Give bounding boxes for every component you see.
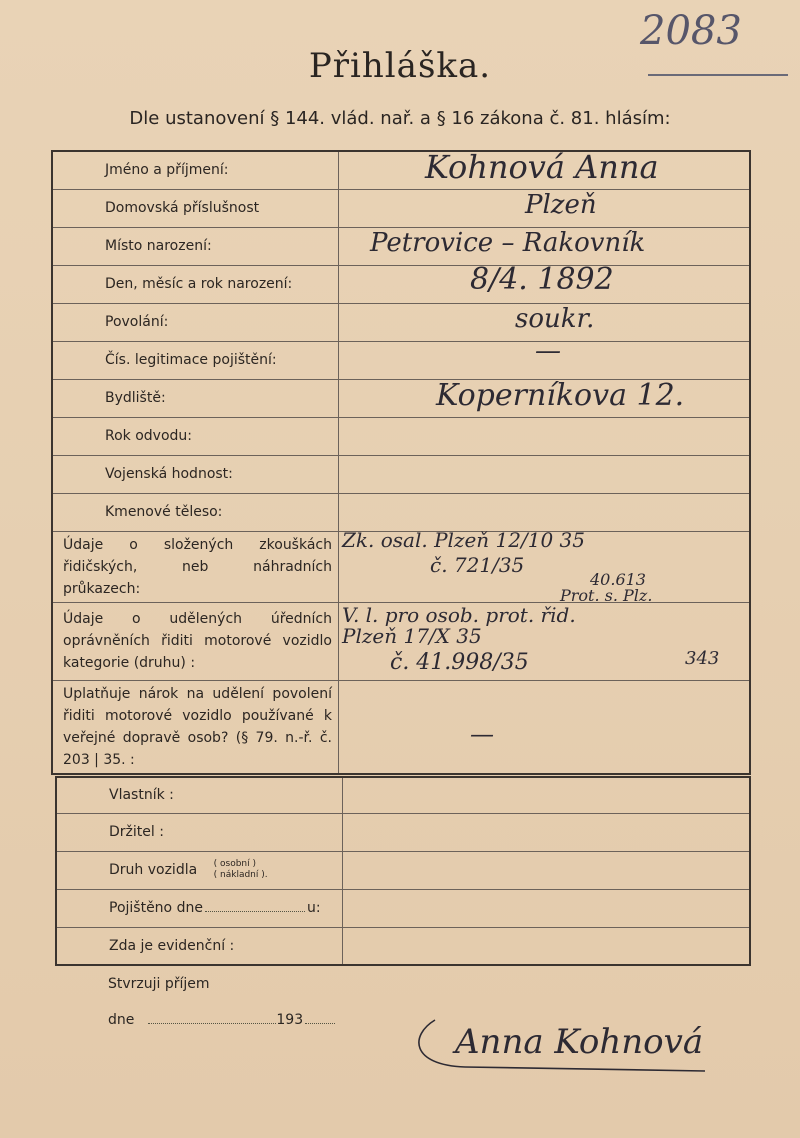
value-holder[interactable]: [343, 813, 751, 851]
hw-exams-line2: č. 721/35: [430, 553, 525, 577]
label-residence: Bydliště:: [52, 379, 339, 417]
document-number: 2083: [640, 8, 742, 54]
insured-text: Pojištěno dne: [109, 900, 203, 916]
label-holder: Držitel :: [56, 813, 343, 851]
form-title: Přihláška.: [308, 46, 492, 86]
vehicle-table: [55, 776, 751, 966]
hw-occupation: soukr.: [515, 304, 595, 334]
hw-permits-line5: 343: [685, 648, 720, 669]
label-domicile: Domovská příslušnost: [52, 189, 339, 227]
label-owner: Vlastník :: [56, 777, 343, 813]
label-unit: Kmenové těleso:: [52, 493, 339, 531]
hw-permits-line1: Prot. s. Plz.: [560, 586, 653, 605]
value-registered[interactable]: [343, 927, 751, 965]
hw-claim: —: [470, 720, 494, 748]
receipt-confirm: Stvrzuji příjem: [108, 976, 210, 992]
value-unit[interactable]: [339, 493, 751, 531]
label-public-transport-claim: Uplatňuje nárok na udělení povolení řiditi motorové vozidlo používané k veřejné dopravě osob? (§ 79. n.-ř. č. 203 | 35. :: [52, 680, 339, 774]
signature-flourish: [405, 1015, 725, 1075]
insured-suffix: u:: [306, 900, 321, 916]
label-permits: Údaje o udělených úředních oprávněních řiditi motorové vozidlo kategorie (druhu) :: [52, 602, 339, 680]
vehicle-type-text: Druh vozidla: [109, 862, 198, 878]
label-birthdate: Den, měsíc a rok narození:: [52, 265, 339, 303]
receipt-date-prefix: dne: [108, 1012, 135, 1028]
hw-name: Kohnová Anna: [425, 148, 659, 186]
value-draft-year[interactable]: [339, 417, 751, 455]
insured-dots: [205, 911, 305, 912]
label-military-rank: Vojenská hodnost:: [52, 455, 339, 493]
signature: Anna Kohnová: [455, 1022, 704, 1062]
hw-exams-line1: Zk. osal. Plzeň 12/10 35: [342, 528, 585, 552]
label-insurance-id: Čís. legitimace pojištění:: [52, 341, 339, 379]
value-vehicle-type[interactable]: [343, 851, 751, 889]
vehicle-option-personal: osobní: [220, 859, 250, 869]
label-vehicle-type: [56, 851, 343, 889]
label-occupation: Povolání:: [52, 303, 339, 341]
receipt-year-dots: [305, 1023, 335, 1024]
form-subtitle: Dle ustanovení § 144. vlád. nař. a § 16 zákona č. 81. hlásím:: [129, 108, 671, 129]
hw-domicile: Plzeň: [525, 190, 597, 220]
hw-exams-line3: 40.613: [590, 570, 646, 589]
hw-birthplace: Petrovice – Rakovník: [370, 228, 646, 258]
hw-permits-line3: Plzeň 17/X 35: [342, 624, 482, 648]
receipt-year: 193: [276, 1012, 304, 1028]
hw-permits-line4: č. 41.998/35: [390, 650, 529, 675]
label-name: Jméno a příjmení:: [52, 151, 339, 189]
vehicle-option-cargo: nákladní: [220, 870, 259, 880]
receipt-date-dots: [148, 1023, 276, 1024]
hw-residence: Koperníkova 12.: [436, 378, 685, 413]
label-draft-year: Rok odvodu:: [52, 417, 339, 455]
value-owner[interactable]: [343, 777, 751, 813]
vehicle-type-options: ( osobní ) ( nákladní ).: [213, 859, 268, 880]
value-insured[interactable]: [343, 889, 751, 927]
label-birthplace: Místo narození:: [52, 227, 339, 265]
label-insured: [56, 889, 343, 927]
value-military-rank[interactable]: [339, 455, 751, 493]
value-public-transport-claim[interactable]: [339, 680, 751, 774]
label-exams: Údaje o složených zkouškách řidičských, neb náhradních průkazech:: [52, 531, 339, 602]
label-registered: Zda je evidenční :: [56, 927, 343, 965]
hw-permits-line2: V. l. pro osob. prot. řid.: [342, 603, 576, 627]
hw-birthdate: 8/4. 1892: [470, 262, 614, 297]
receipt-date: [108, 1012, 335, 1028]
hw-insurance-id: —: [535, 336, 561, 366]
